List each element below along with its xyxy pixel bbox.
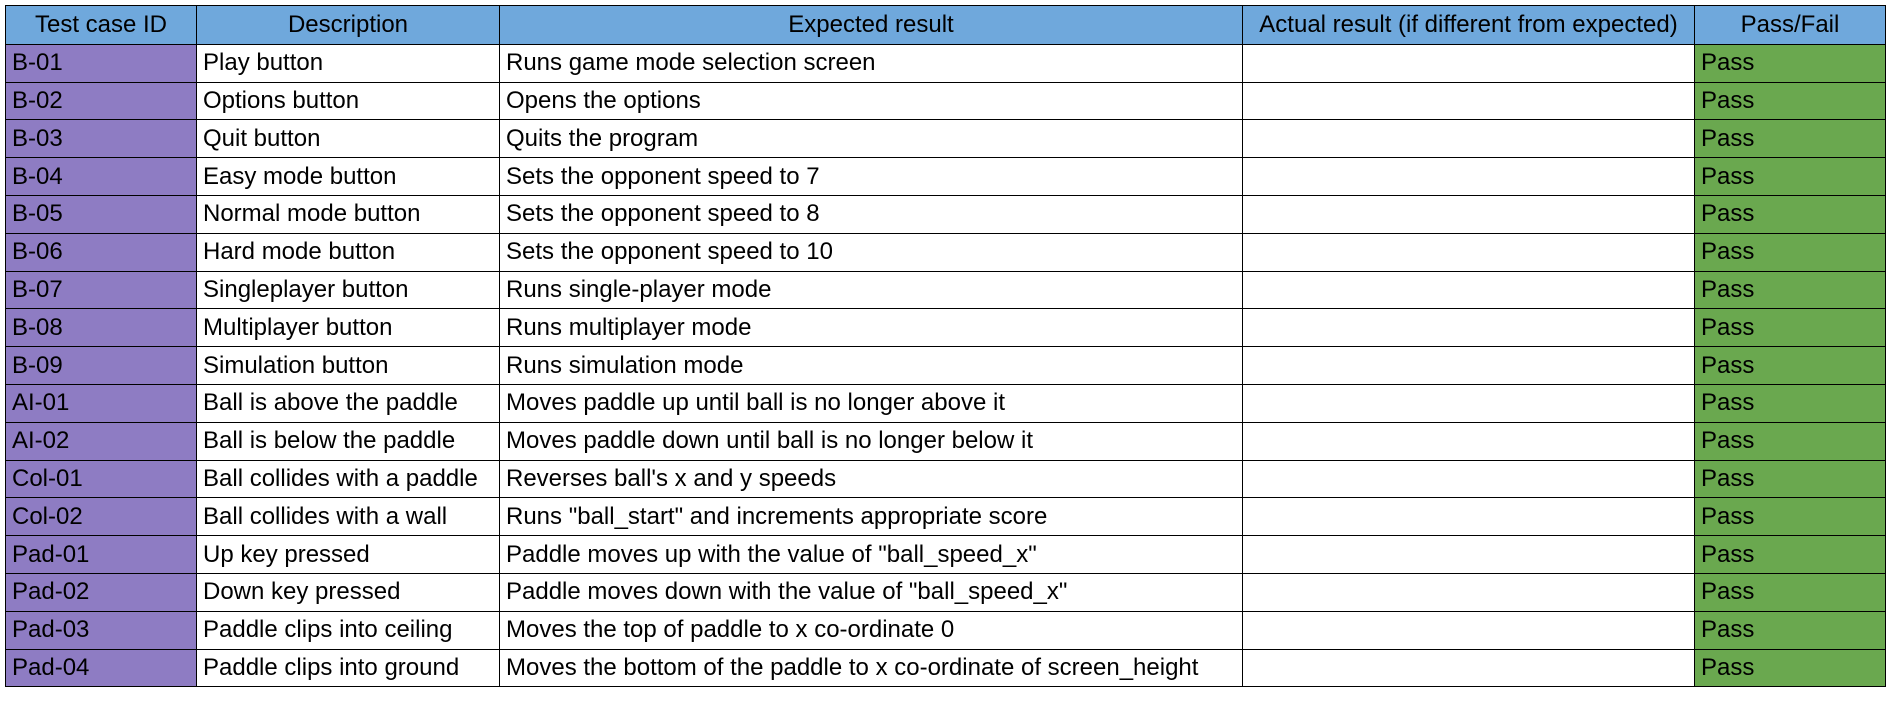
table-row (6, 573, 1886, 611)
expected-result-cell[interactable]: Paddle moves up with the value of "ball_speed_x" (500, 536, 1243, 574)
description-cell[interactable]: Ball collides with a wall (197, 498, 500, 536)
actual-result-cell[interactable] (1243, 82, 1695, 120)
description-cell[interactable]: Paddle clips into ceiling (197, 611, 500, 649)
actual-result-cell[interactable] (1243, 460, 1695, 498)
pass-fail-cell[interactable]: Pass (1695, 384, 1886, 422)
pass-fail-cell[interactable]: Pass (1695, 649, 1886, 687)
description-cell[interactable]: Hard mode button (197, 233, 500, 271)
test-case-table (5, 5, 1886, 687)
table-body (6, 44, 1886, 687)
description-cell[interactable]: Normal mode button (197, 195, 500, 233)
description-cell[interactable]: Paddle clips into ground (197, 649, 500, 687)
actual-result-cell[interactable] (1243, 309, 1695, 347)
expected-result-cell[interactable]: Paddle moves down with the value of "ball_speed_x" (500, 573, 1243, 611)
test-case-sheet (5, 5, 1886, 687)
table-row (6, 347, 1886, 385)
description-cell[interactable]: Ball is below the paddle (197, 422, 500, 460)
actual-result-cell[interactable] (1243, 233, 1695, 271)
pass-fail-cell[interactable]: Pass (1695, 347, 1886, 385)
table-row (6, 309, 1886, 347)
description-cell[interactable]: Singleplayer button (197, 271, 500, 309)
test-case-id-cell[interactable]: B-05 (6, 195, 197, 233)
pass-fail-cell[interactable]: Pass (1695, 536, 1886, 574)
pass-fail-cell[interactable]: Pass (1695, 573, 1886, 611)
pass-fail-cell[interactable]: Pass (1695, 44, 1886, 82)
table-row (6, 649, 1886, 687)
expected-result-cell[interactable]: Runs single-player mode (500, 271, 1243, 309)
expected-result-cell[interactable]: Runs multiplayer mode (500, 309, 1243, 347)
test-case-id-cell[interactable]: Col-02 (6, 498, 197, 536)
table-row (6, 44, 1886, 82)
pass-fail-cell[interactable]: Pass (1695, 309, 1886, 347)
expected-result-cell[interactable]: Moves the top of paddle to x co-ordinate 0 (500, 611, 1243, 649)
pass-fail-cell[interactable]: Pass (1695, 271, 1886, 309)
test-case-id-cell[interactable]: AI-02 (6, 422, 197, 460)
header-actual-result[interactable]: Actual result (if different from expected) (1243, 6, 1695, 45)
table-row (6, 422, 1886, 460)
table-row (6, 233, 1886, 271)
expected-result-cell[interactable]: Runs simulation mode (500, 347, 1243, 385)
actual-result-cell[interactable] (1243, 498, 1695, 536)
expected-result-cell[interactable]: Moves paddle up until ball is no longer above it (500, 384, 1243, 422)
test-case-id-cell[interactable]: Pad-01 (6, 536, 197, 574)
pass-fail-cell[interactable]: Pass (1695, 611, 1886, 649)
expected-result-cell[interactable]: Runs "ball_start" and increments appropriate score (500, 498, 1243, 536)
actual-result-cell[interactable] (1243, 536, 1695, 574)
table-row (6, 536, 1886, 574)
description-cell[interactable]: Simulation button (197, 347, 500, 385)
actual-result-cell[interactable] (1243, 120, 1695, 158)
header-description[interactable]: Description (197, 6, 500, 45)
test-case-id-cell[interactable]: Col-01 (6, 460, 197, 498)
test-case-id-cell[interactable]: B-06 (6, 233, 197, 271)
expected-result-cell[interactable]: Moves paddle down until ball is no longer below it (500, 422, 1243, 460)
description-cell[interactable]: Multiplayer button (197, 309, 500, 347)
test-case-id-cell[interactable]: B-04 (6, 158, 197, 196)
pass-fail-cell[interactable]: Pass (1695, 120, 1886, 158)
pass-fail-cell[interactable]: Pass (1695, 422, 1886, 460)
expected-result-cell[interactable]: Sets the opponent speed to 7 (500, 158, 1243, 196)
test-case-id-cell[interactable]: Pad-02 (6, 573, 197, 611)
test-case-id-cell[interactable]: B-07 (6, 271, 197, 309)
actual-result-cell[interactable] (1243, 611, 1695, 649)
table-row (6, 82, 1886, 120)
table-row (6, 271, 1886, 309)
actual-result-cell[interactable] (1243, 422, 1695, 460)
pass-fail-cell[interactable]: Pass (1695, 233, 1886, 271)
test-case-id-cell[interactable]: B-08 (6, 309, 197, 347)
table-row (6, 158, 1886, 196)
description-cell[interactable]: Ball is above the paddle (197, 384, 500, 422)
expected-result-cell[interactable]: Opens the options (500, 82, 1243, 120)
header-pass-fail[interactable]: Pass/Fail (1695, 6, 1886, 45)
expected-result-cell[interactable]: Reverses ball's x and y speeds (500, 460, 1243, 498)
expected-result-cell[interactable]: Quits the program (500, 120, 1243, 158)
test-case-id-cell[interactable]: B-09 (6, 347, 197, 385)
test-case-id-cell[interactable]: Pad-03 (6, 611, 197, 649)
actual-result-cell[interactable] (1243, 195, 1695, 233)
description-cell[interactable]: Up key pressed (197, 536, 500, 574)
table-row (6, 384, 1886, 422)
table-row (6, 195, 1886, 233)
header-expected-result[interactable]: Expected result (500, 6, 1243, 45)
actual-result-cell[interactable] (1243, 384, 1695, 422)
pass-fail-cell[interactable]: Pass (1695, 195, 1886, 233)
description-cell[interactable]: Options button (197, 82, 500, 120)
actual-result-cell[interactable] (1243, 44, 1695, 82)
test-case-id-cell[interactable]: B-03 (6, 120, 197, 158)
test-case-id-cell[interactable]: B-02 (6, 82, 197, 120)
expected-result-cell[interactable]: Moves the bottom of the paddle to x co-ordinate of screen_height (500, 649, 1243, 687)
actual-result-cell[interactable] (1243, 347, 1695, 385)
description-cell[interactable]: Play button (197, 44, 500, 82)
actual-result-cell[interactable] (1243, 271, 1695, 309)
expected-result-cell[interactable]: Sets the opponent speed to 10 (500, 233, 1243, 271)
pass-fail-cell[interactable]: Pass (1695, 460, 1886, 498)
table-row (6, 611, 1886, 649)
actual-result-cell[interactable] (1243, 649, 1695, 687)
expected-result-cell[interactable]: Sets the opponent speed to 8 (500, 195, 1243, 233)
test-case-id-cell[interactable]: B-01 (6, 44, 197, 82)
header-row (6, 6, 1886, 45)
table-row (6, 498, 1886, 536)
pass-fail-cell[interactable]: Pass (1695, 498, 1886, 536)
test-case-id-cell[interactable]: AI-01 (6, 384, 197, 422)
pass-fail-cell[interactable]: Pass (1695, 82, 1886, 120)
expected-result-cell[interactable]: Runs game mode selection screen (500, 44, 1243, 82)
table-row (6, 120, 1886, 158)
table-row (6, 460, 1886, 498)
actual-result-cell[interactable] (1243, 158, 1695, 196)
description-cell[interactable]: Quit button (197, 120, 500, 158)
description-cell[interactable]: Down key pressed (197, 573, 500, 611)
description-cell[interactable]: Easy mode button (197, 158, 500, 196)
actual-result-cell[interactable] (1243, 573, 1695, 611)
pass-fail-cell[interactable]: Pass (1695, 158, 1886, 196)
description-cell[interactable]: Ball collides with a paddle (197, 460, 500, 498)
test-case-id-cell[interactable]: Pad-04 (6, 649, 197, 687)
header-test-case-id[interactable]: Test case ID (6, 6, 197, 45)
